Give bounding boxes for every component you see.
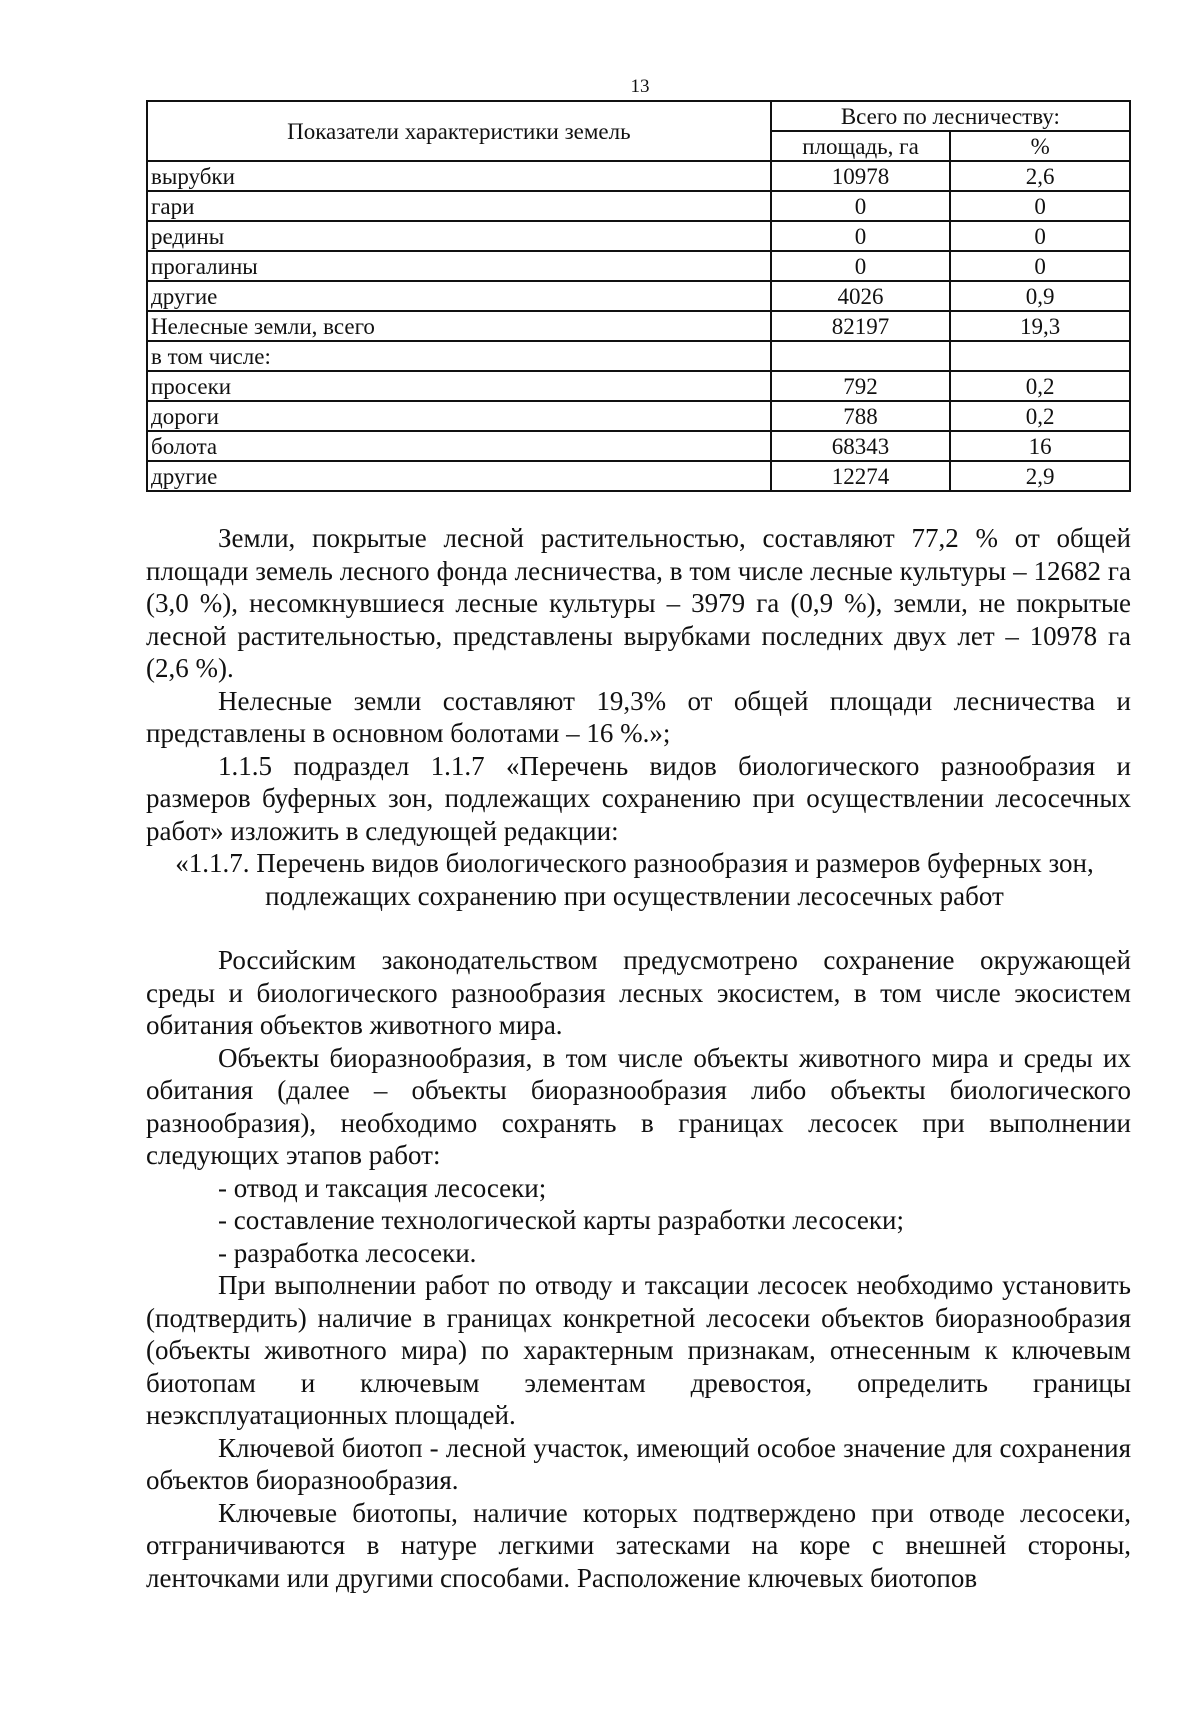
land-characteristics-table <box>146 100 1131 492</box>
row-percent: 0 <box>950 221 1130 251</box>
row-label: редины <box>147 221 771 251</box>
table-row <box>147 191 1130 221</box>
table-row <box>147 311 1130 341</box>
spacer <box>146 912 1131 944</box>
row-label: болота <box>147 431 771 461</box>
row-percent: 0,9 <box>950 281 1130 311</box>
table-row <box>147 281 1130 311</box>
row-percent: 2,6 <box>950 161 1130 191</box>
document-body <box>146 522 1131 1594</box>
list-item: - составление технологической карты разработки лесосеки; <box>218 1205 904 1235</box>
paragraph: 1.1.5 подраздел 1.1.7 «Перечень видов биологического разнообразия и размеров буферных зон, подлежащих сохранению при осуществлении лесосечных работ» изложить в следующей редакции: <box>146 750 1131 846</box>
list-item: - разработка лесосеки. <box>218 1237 477 1268</box>
section-title-line-2: подлежащих сохранению при осуществлении лесосечных работ <box>265 880 1004 911</box>
row-area: 12274 <box>771 461 951 491</box>
row-label: другие <box>147 461 771 491</box>
paragraph: Объекты биоразнообразия, в том числе объекты животного мира и среды их обитания (далее – объекты биоразнообразия либо объекты биологического разнообразия), необходимо сохранять в границах лесосек при выполнении следующих этапов работ: <box>146 1042 1131 1170</box>
row-label: дороги <box>147 401 771 431</box>
table-row <box>147 371 1130 401</box>
table-row <box>147 431 1130 461</box>
forestry-total-header: Всего по лесничеству: <box>771 101 1130 131</box>
table-row <box>147 161 1130 191</box>
row-label: в том числе: <box>147 341 771 371</box>
row-percent: 16 <box>950 431 1130 461</box>
row-label: вырубки <box>147 161 771 191</box>
paragraph: Ключевой биотоп - лесной участок, имеющий особое значение для сохранения объектов биоразнообразия. <box>146 1432 1131 1495</box>
row-percent: 0,2 <box>950 371 1130 401</box>
row-area: 792 <box>771 371 951 401</box>
table-row <box>147 341 1130 371</box>
row-percent <box>950 341 1130 371</box>
row-percent: 0,2 <box>950 401 1130 431</box>
row-percent: 0 <box>950 251 1130 281</box>
paragraph: Ключевые биотопы, наличие которых подтверждено при отводе лесосеки, отграничиваются в натуре легкими затесками на коре с внешней стороны, ленточками или другими способами. Расположение ключевых биотопов <box>146 1497 1131 1593</box>
percent-column-header: % <box>950 131 1130 161</box>
row-label: гари <box>147 191 771 221</box>
row-area: 4026 <box>771 281 951 311</box>
row-label: просеки <box>147 371 771 401</box>
row-area: 788 <box>771 401 951 431</box>
row-area: 0 <box>771 251 951 281</box>
table-row <box>147 251 1130 281</box>
paragraph: Нелесные земли составляют 19,3% от общей площади лесничества и представлены в основном болотами – 16 %.»; <box>146 685 1131 748</box>
row-label: прогалины <box>147 251 771 281</box>
row-area <box>771 341 951 371</box>
row-label: другие <box>147 281 771 311</box>
table-header-row <box>147 101 1130 131</box>
row-area: 0 <box>771 191 951 221</box>
row-area: 10978 <box>771 161 951 191</box>
section-title-line-1: «1.1.7. Перечень видов биологического разнообразия и размеров буферных зон, <box>175 848 1094 878</box>
row-label: Нелесные земли, всего <box>147 311 771 341</box>
list-item: - отвод и таксация лесосеки; <box>218 1172 547 1203</box>
table-row <box>147 461 1130 491</box>
table-row <box>147 401 1130 431</box>
table-row <box>147 221 1130 251</box>
indicator-column-header: Показатели характеристики земель <box>147 101 771 161</box>
row-area: 68343 <box>771 431 951 461</box>
page-number: 13 <box>630 76 650 97</box>
paragraph: Земли, покрытые лесной растительностью, составляют 77,2 % от общей площади земель лесного фонда лесничества, в том числе лесные культуры – 12682 га (3,0 %), несомкнувшиеся лесные культуры – 3979 га (0,9 %), земли, не покрытые лесной растительностью, представлены вырубками последних двух лет – 10978 га (2,6 %). <box>146 523 1131 683</box>
row-percent: 2,9 <box>950 461 1130 491</box>
row-area: 82197 <box>771 311 951 341</box>
row-percent: 19,3 <box>950 311 1130 341</box>
paragraph: При выполнении работ по отводу и таксации лесосек необходимо установить (подтвердить) наличие в границах конкретной лесосеки объектов биоразнообразия (объекты животного мира) по характерным признакам, отнесенным к ключевым биотопам и ключевым элементам древостоя, определить границы неэксплуатационных площадей. <box>146 1270 1131 1430</box>
area-column-header: площадь, га <box>771 131 951 161</box>
row-area: 0 <box>771 221 951 251</box>
paragraph: Российским законодательством предусмотрено сохранение окружающей среды и биологического разнообразия лесных экосистем, в том числе экосистем обитания объектов животного мира. <box>146 945 1131 1040</box>
row-percent: 0 <box>950 191 1130 221</box>
